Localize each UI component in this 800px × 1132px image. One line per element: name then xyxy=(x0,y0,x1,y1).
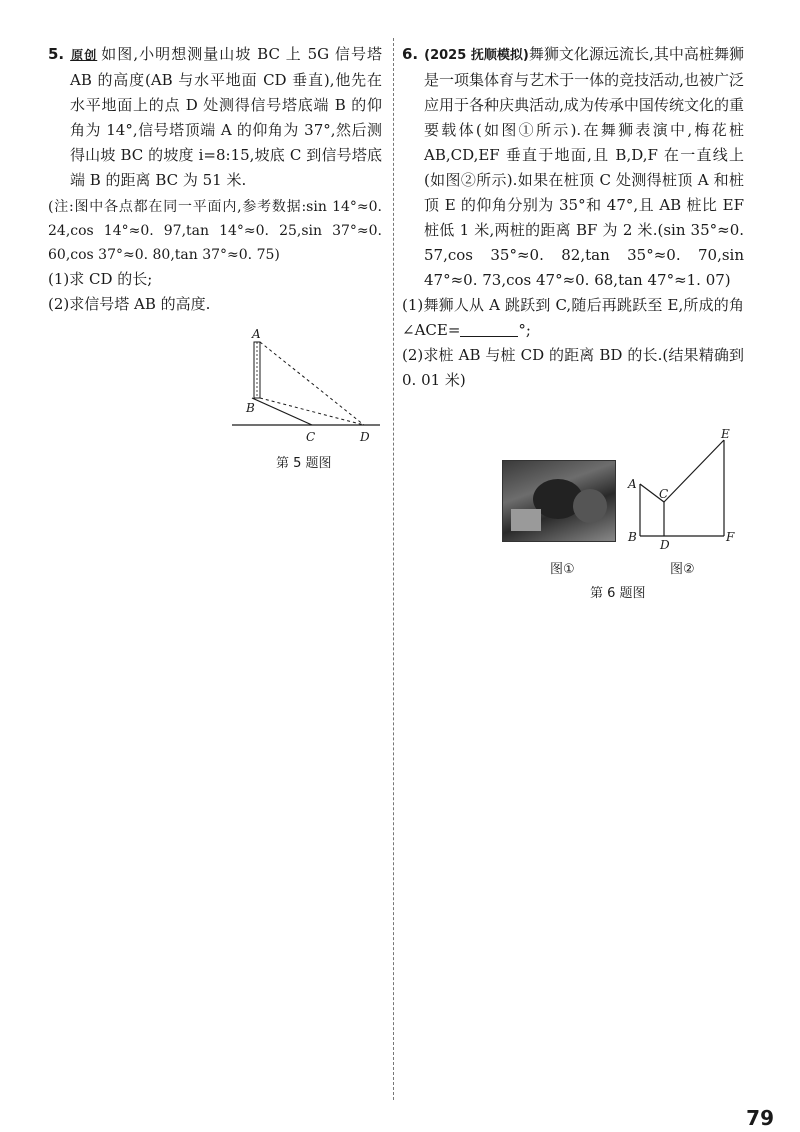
q6-number: 6. xyxy=(402,45,419,63)
q5-label-b: B xyxy=(246,401,255,415)
q6-label-d: D xyxy=(660,538,670,550)
q6-answer-blank[interactable] xyxy=(460,320,518,337)
q6-fig1-caption: 图① xyxy=(550,562,575,577)
q6-fig2-caption: 图② xyxy=(670,562,695,577)
q5-label-c: C xyxy=(306,430,316,444)
q5-figure-caption: 第 5 题图 xyxy=(276,456,332,471)
q5-sight-bd xyxy=(260,398,364,425)
q6-label-e: E xyxy=(721,428,730,441)
question-5 xyxy=(48,42,382,317)
q5-statement xyxy=(48,42,382,193)
q6-label-f: F xyxy=(726,530,735,544)
q5-subquestion-1: (1)求 CD 的长; xyxy=(48,270,153,288)
q6-label-a: A xyxy=(628,477,637,491)
q6-figure xyxy=(622,428,742,550)
q6-label-c: C xyxy=(659,487,669,501)
q6-statement xyxy=(402,42,744,293)
q5-number: 5. xyxy=(48,45,65,63)
column-divider xyxy=(393,38,394,1100)
q5-original-tag: 原创 xyxy=(70,48,98,62)
q5-body: 如图,小明想测量山坡 BC 上 5G 信号塔 AB 的高度(AB 与水平地面 CD 垂直),他先在水平地面上的点 D 处测得信号塔底端 B 的仰角为 14°,信号塔顶端 A 的仰角为 37°,然后测得山坡 BC 的坡度 i=8:15,坡底 C 到信号塔底端 B 的距离 BC 为 51 米. xyxy=(70,45,382,189)
q6-label-b: B xyxy=(628,530,637,544)
q5-reference-note: (注:图中各点都在同一平面内,参考数据:sin 14°≈0. 24,cos 14°≈0. 97,tan 14°≈0. 25,sin 37°≈0. 60,cos 37°≈0. 80,tan 37°≈0. 75) xyxy=(48,199,382,263)
q5-slope-bc xyxy=(252,398,312,425)
q6-source: (2025 抚顺模拟) xyxy=(424,48,529,63)
q6-body: 舞狮文化源远流长,其中高桩舞狮是一项集体育与艺术于一体的竞技活动,也被广泛应用于各种庆典活动,成为传承中国传统文化的重要载体(如图①所示).在舞狮表演中,梅花桩 AB,CD,EF 垂直于地面,且 B,D,F 在一直线上(如图②所示).如果在桩顶 C 处测得桩顶 A 和桩顶 E 的仰角分别为 35°和 47°,且 AB 桩比 EF 桩低 1 米,两桩的距离 BF 为 2 米.(sin 35°≈0. 57,cos 35°≈0. 82,tan 35°≈0. 70,sin 47°≈0. 73,cos 47°≈0. 68,tan 47°≈1. 07) xyxy=(424,45,744,289)
q5-sight-ad xyxy=(260,342,364,425)
q6-lion-dance-photo xyxy=(502,460,616,542)
q5-label-d: D xyxy=(360,430,370,444)
q6-sub1-suffix: °; xyxy=(518,321,531,339)
q6-line-ce xyxy=(664,440,724,502)
q5-subquestion-2: (2)求信号塔 AB 的高度. xyxy=(48,295,211,313)
q6-subquestion-2: (2)求桩 AB 与桩 CD 的距离 BD 的长.(结果精确到 0. 01 米) xyxy=(402,346,744,389)
q6-sub1-text: (1)舞狮人从 A 跳跃到 C,随后再跳跃至 E,所成的角∠ACE= xyxy=(402,296,744,339)
page-number: 79 xyxy=(746,1106,774,1130)
question-6 xyxy=(402,42,744,393)
q6-figure-caption: 第 6 题图 xyxy=(590,586,646,601)
q5-label-a: A xyxy=(252,328,261,341)
q6-subquestion-1 xyxy=(402,293,744,343)
